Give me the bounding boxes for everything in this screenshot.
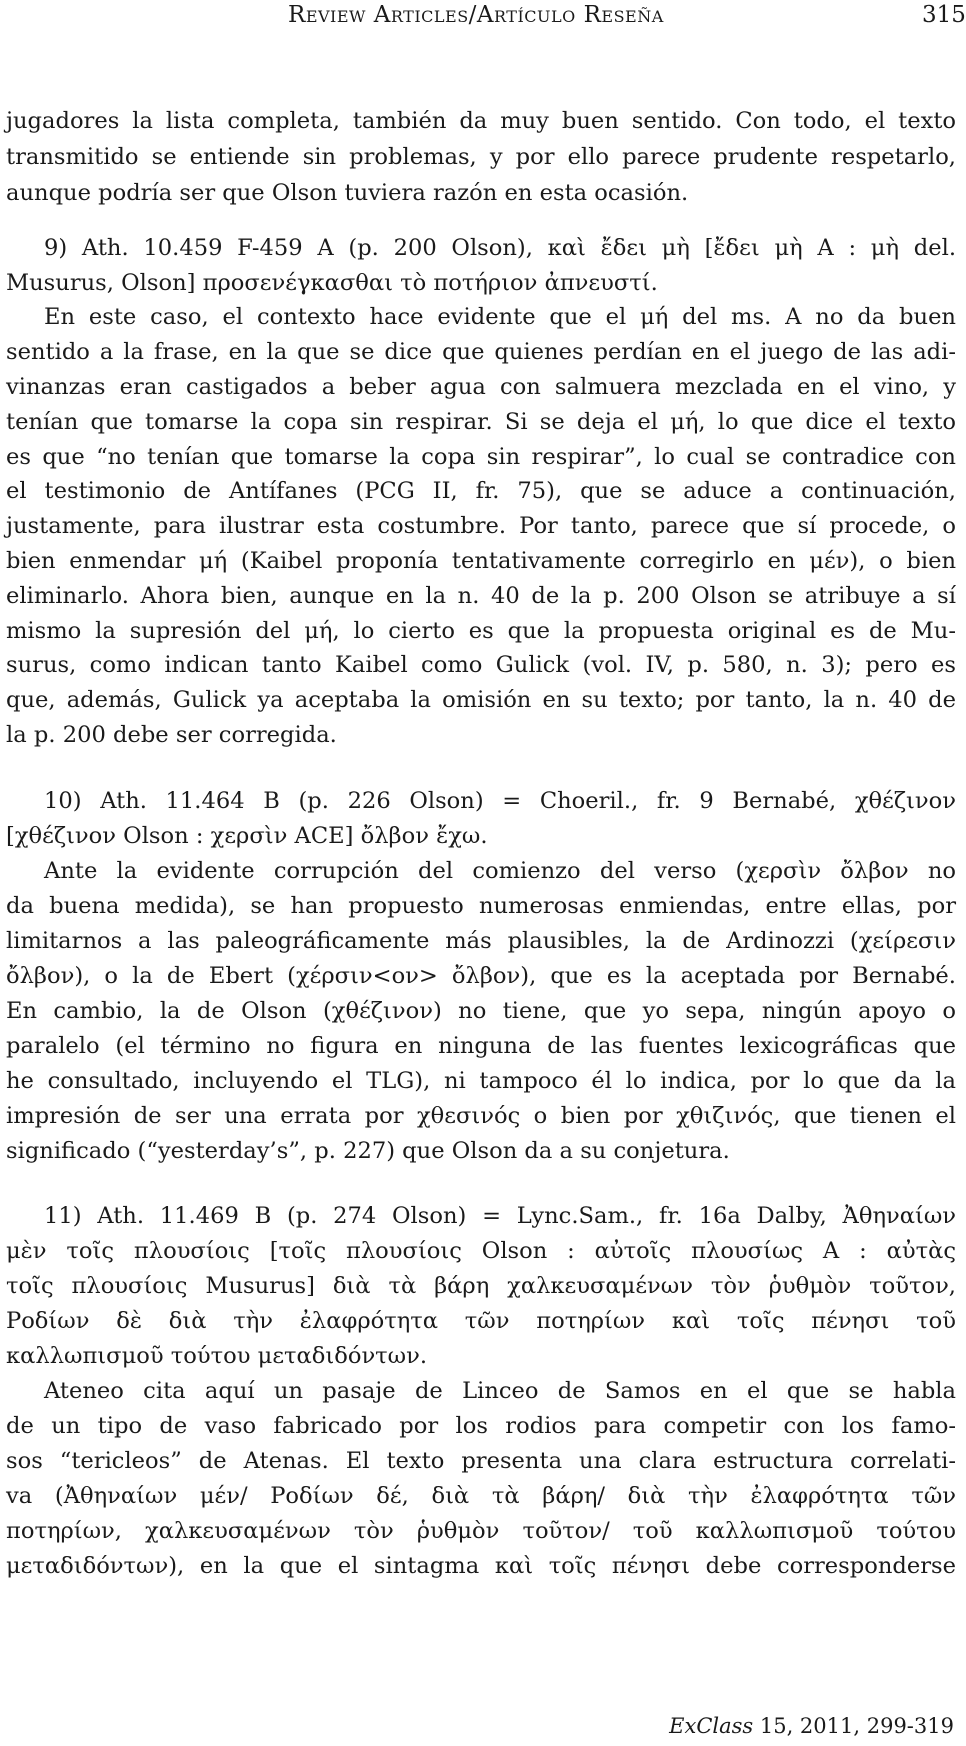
entry-heading-line: 10) Ath. 11.464 B (p. 226 Olson) = Choeril., fr. 9 Bernabé, χθέζινον [44,788,956,814]
text-line: impresión de ser una errata por χθεσινός o bien por χθιζινός, que tienen el [6,1103,956,1129]
text-line: sos “tericleos” de Atenas. El texto presenta una clara estructura correlati- [6,1448,956,1474]
entry-heading-line: Ροδίων δὲ διὰ τὴν ἐλαφρότητα τῶν ποτηρίων καὶ τοῖς πένησι τοῦ [6,1308,956,1334]
text-line: la p. 200 debe ser corregida. [6,722,337,748]
text-line: aunque podría ser que Olson tuviera razón en esta ocasión. [6,180,689,206]
text-line: eliminarlo. Ahora bien, aunque en la n. 40 de la p. 200 Olson se atribuye a sí [6,583,956,609]
text-line: da buena medida), se han propuesto numerosas enmiendas, entre ellas, por [6,893,956,919]
text-line: que, además, Gulick ya aceptaba la omisión en su texto; por tanto, la n. 40 de [6,687,956,713]
journal-citation: 15, 2011, 299-319 [753,1714,954,1738]
text-line: va (Ἀθηναίων μέν/ Ροδίων δέ, διὰ τὰ βάρη/ διὰ τὴν ἐλαφρότητα τῶν [6,1483,956,1509]
text-line: surus, como indican tanto Kaibel como Gulick (vol. IV, p. 580, n. 3); pero es [6,652,956,678]
text-line: significado (“yesterday’s”, p. 227) que Olson da a su conjetura. [6,1138,730,1164]
entry-heading-line: καλλωπισμοῦ τούτου μεταδιδόντων. [6,1343,428,1369]
text-line: tenían que tomarse la copa sin respirar. Si se deja el μή, lo que dice el texto [6,409,956,435]
entry-heading-line: Musurus, Olson] προσενέγκασθαι τὸ ποτήριον ἀπνευστί. [6,270,658,296]
text-line: En este caso, el contexto hace evidente que el μή del ms. A no da buen [44,304,956,330]
text-line: de un tipo de vaso fabricado por los rodios para competir con los famo- [6,1413,956,1439]
text-line: es que “no tenían que tomarse la copa sin respirar”, lo cual se contradice con [6,444,956,470]
entry-heading-line: 11) Ath. 11.469 B (p. 274 Olson) = Lync.Sam., fr. 16a Dalby, Ἀθηναίων [44,1203,956,1229]
page-number: 315 [922,2,966,28]
journal-name: ExClass [669,1714,754,1738]
text-line: el testimonio de Antífanes (PCG II, fr. 75), que se aduce a continuación, [6,478,956,504]
entry-heading-line: [χθέζινον Olson : χερσὶν ACE] ὄλβον ἔχω. [6,823,488,849]
text-line: transmitido se entiende sin problemas, y por ello parece prudente respetarlo, [6,144,956,170]
text-line: ποτηρίων, χαλκευσαμένων τὸν ῥυθμὸν τοῦτον/ τοῦ καλλωπισμοῦ τούτου [6,1518,956,1544]
entry-heading-line: μὲν τοῖς πλουσίοις [τοῖς πλουσίοις Olson : αὐτοῖς πλουσίως A : αὐτὰς [6,1238,956,1264]
page-footer [0,1714,960,1744]
text-line: jugadores la lista completa, también da muy buen sentido. Con todo, el texto [6,108,956,134]
running-head: Review Articles/Artículo Reseña [288,2,664,28]
text-line: he consultado, incluyendo el TLG), ni tampoco él lo indica, por lo que da la [6,1068,956,1094]
entry-heading-line: 9) Ath. 10.459 F-459 A (p. 200 Olson), καὶ ἔδει μὴ [ἔδει μὴ A : μὴ del. [44,235,956,261]
text-line: justamente, para ilustrar esta costumbre. Por tanto, parece que sí procede, o [6,513,956,539]
text-line: vinanzas eran castigados a beber agua con salmuera mezclada en el vino, y [6,374,956,400]
text-line: ὄλβον), o la de Ebert (χέρσιν<ον> ὄλβον), que es la aceptada por Bernabé. [6,963,956,989]
page-header [0,2,966,32]
text-line: Ateneo cita aquí un pasaje de Linceo de Samos en el que se habla [44,1378,956,1404]
text-line: mismo la supresión del μή, lo cierto es que la propuesta original es de Mu- [6,618,956,644]
text-line: sentido a la frase, en la que se dice que quienes perdían en el juego de las adi- [6,339,956,365]
text-line: μεταδιδόντων), en la que el sintagma καὶ τοῖς πένησι debe corresponderse [6,1553,956,1579]
entry-heading-line: τοῖς πλουσίοις Musurus] διὰ τὰ βάρη χαλκευσαμένων τὸν ῥυθμὸν τοῦτον, [6,1273,956,1299]
text-line: Ante la evidente corrupción del comienzo del verso (χερσὶν ὄλβον no [44,858,956,884]
text-line: limitarnos a las paleográficamente más plausibles, la de Ardinozzi (χείρεσιν [6,928,956,954]
text-line: En cambio, la de Olson (χθέζινον) no tiene, que yo sepa, ningún apoyo o [6,998,956,1024]
text-line: bien enmendar μή (Kaibel proponía tentativamente corregirlo en μέν), o bien [6,548,956,574]
journal-reference [669,1714,954,1738]
text-line: paralelo (el término no figura en ninguna de las fuentes lexicográficas que [6,1033,956,1059]
